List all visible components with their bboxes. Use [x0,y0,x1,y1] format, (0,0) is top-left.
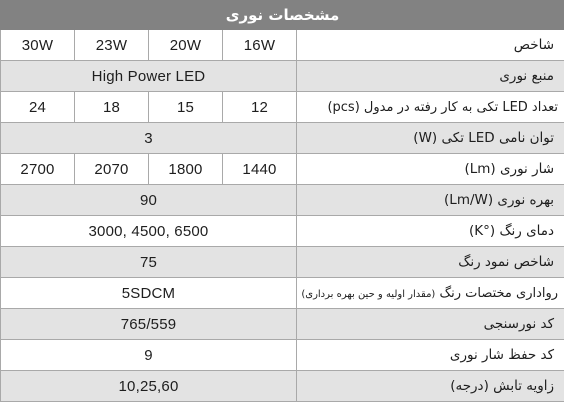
index-label: شاخص [297,30,564,61]
led-count-value-20w: 15 [149,92,223,123]
led-power-label: توان نامی LED تکی (W) [297,123,564,154]
light-source-value: High Power LED [1,61,297,92]
table-row-efficacy [1,185,564,216]
flux-value-23w: 2070 [75,154,149,185]
table-row-light-source [1,61,564,92]
tolerance-value: 5SDCM [1,278,297,309]
table-row-cri [1,247,564,278]
flux-value-20w: 1800 [149,154,223,185]
table-row-photometry [1,309,564,340]
tolerance-label-cell [297,278,564,309]
tolerance-label-note: (مقدار اولیه و حین بهره برداری) [301,288,436,300]
table-row-maintenance [1,340,564,371]
photometry-label: کد نورسنجی [297,309,564,340]
beam-angle-value: 10,25,60 [1,371,297,402]
beam-angle-label: زاویه تابش (درجه) [297,371,564,402]
index-value-23w: 23W [75,30,149,61]
table-row-tolerance [1,278,564,309]
led-count-value-23w: 18 [75,92,149,123]
efficacy-label: بهره نوری (Lm/W) [297,185,564,216]
light-source-label: منبع نوری [297,61,564,92]
table-title-row [1,1,564,30]
led-count-value-30w: 24 [1,92,75,123]
efficacy-value: 90 [1,185,297,216]
flux-value-16w: 1440 [223,154,297,185]
index-value-20w: 20W [149,30,223,61]
led-count-label: تعداد LED تکی به کار رفته در مدول (pcs) [297,92,564,123]
photometry-value: 765/559 [1,309,297,340]
table-row-index [1,30,564,61]
index-value-30w: 30W [1,30,75,61]
cri-value: 75 [1,247,297,278]
maintenance-label: کد حفظ شار نوری [297,340,564,371]
cri-label: شاخص نمود رنگ [297,247,564,278]
tolerance-label: رواداری مختصات رنگ [439,285,559,301]
table-row-led-count [1,92,564,123]
table-row-flux [1,154,564,185]
led-count-value-16w: 12 [223,92,297,123]
table-row-led-power [1,123,564,154]
cct-label: دمای رنگ (°K) [297,216,564,247]
table-title: مشخصات نوری [1,1,564,30]
table-row-beam-angle [1,371,564,402]
index-value-16w: 16W [223,30,297,61]
table-row-cct [1,216,564,247]
maintenance-value: 9 [1,340,297,371]
flux-value-30w: 2700 [1,154,75,185]
cct-value: 3000, 4500, 6500 [1,216,297,247]
flux-label: شار نوری (Lm) [297,154,564,185]
led-power-value: 3 [1,123,297,154]
